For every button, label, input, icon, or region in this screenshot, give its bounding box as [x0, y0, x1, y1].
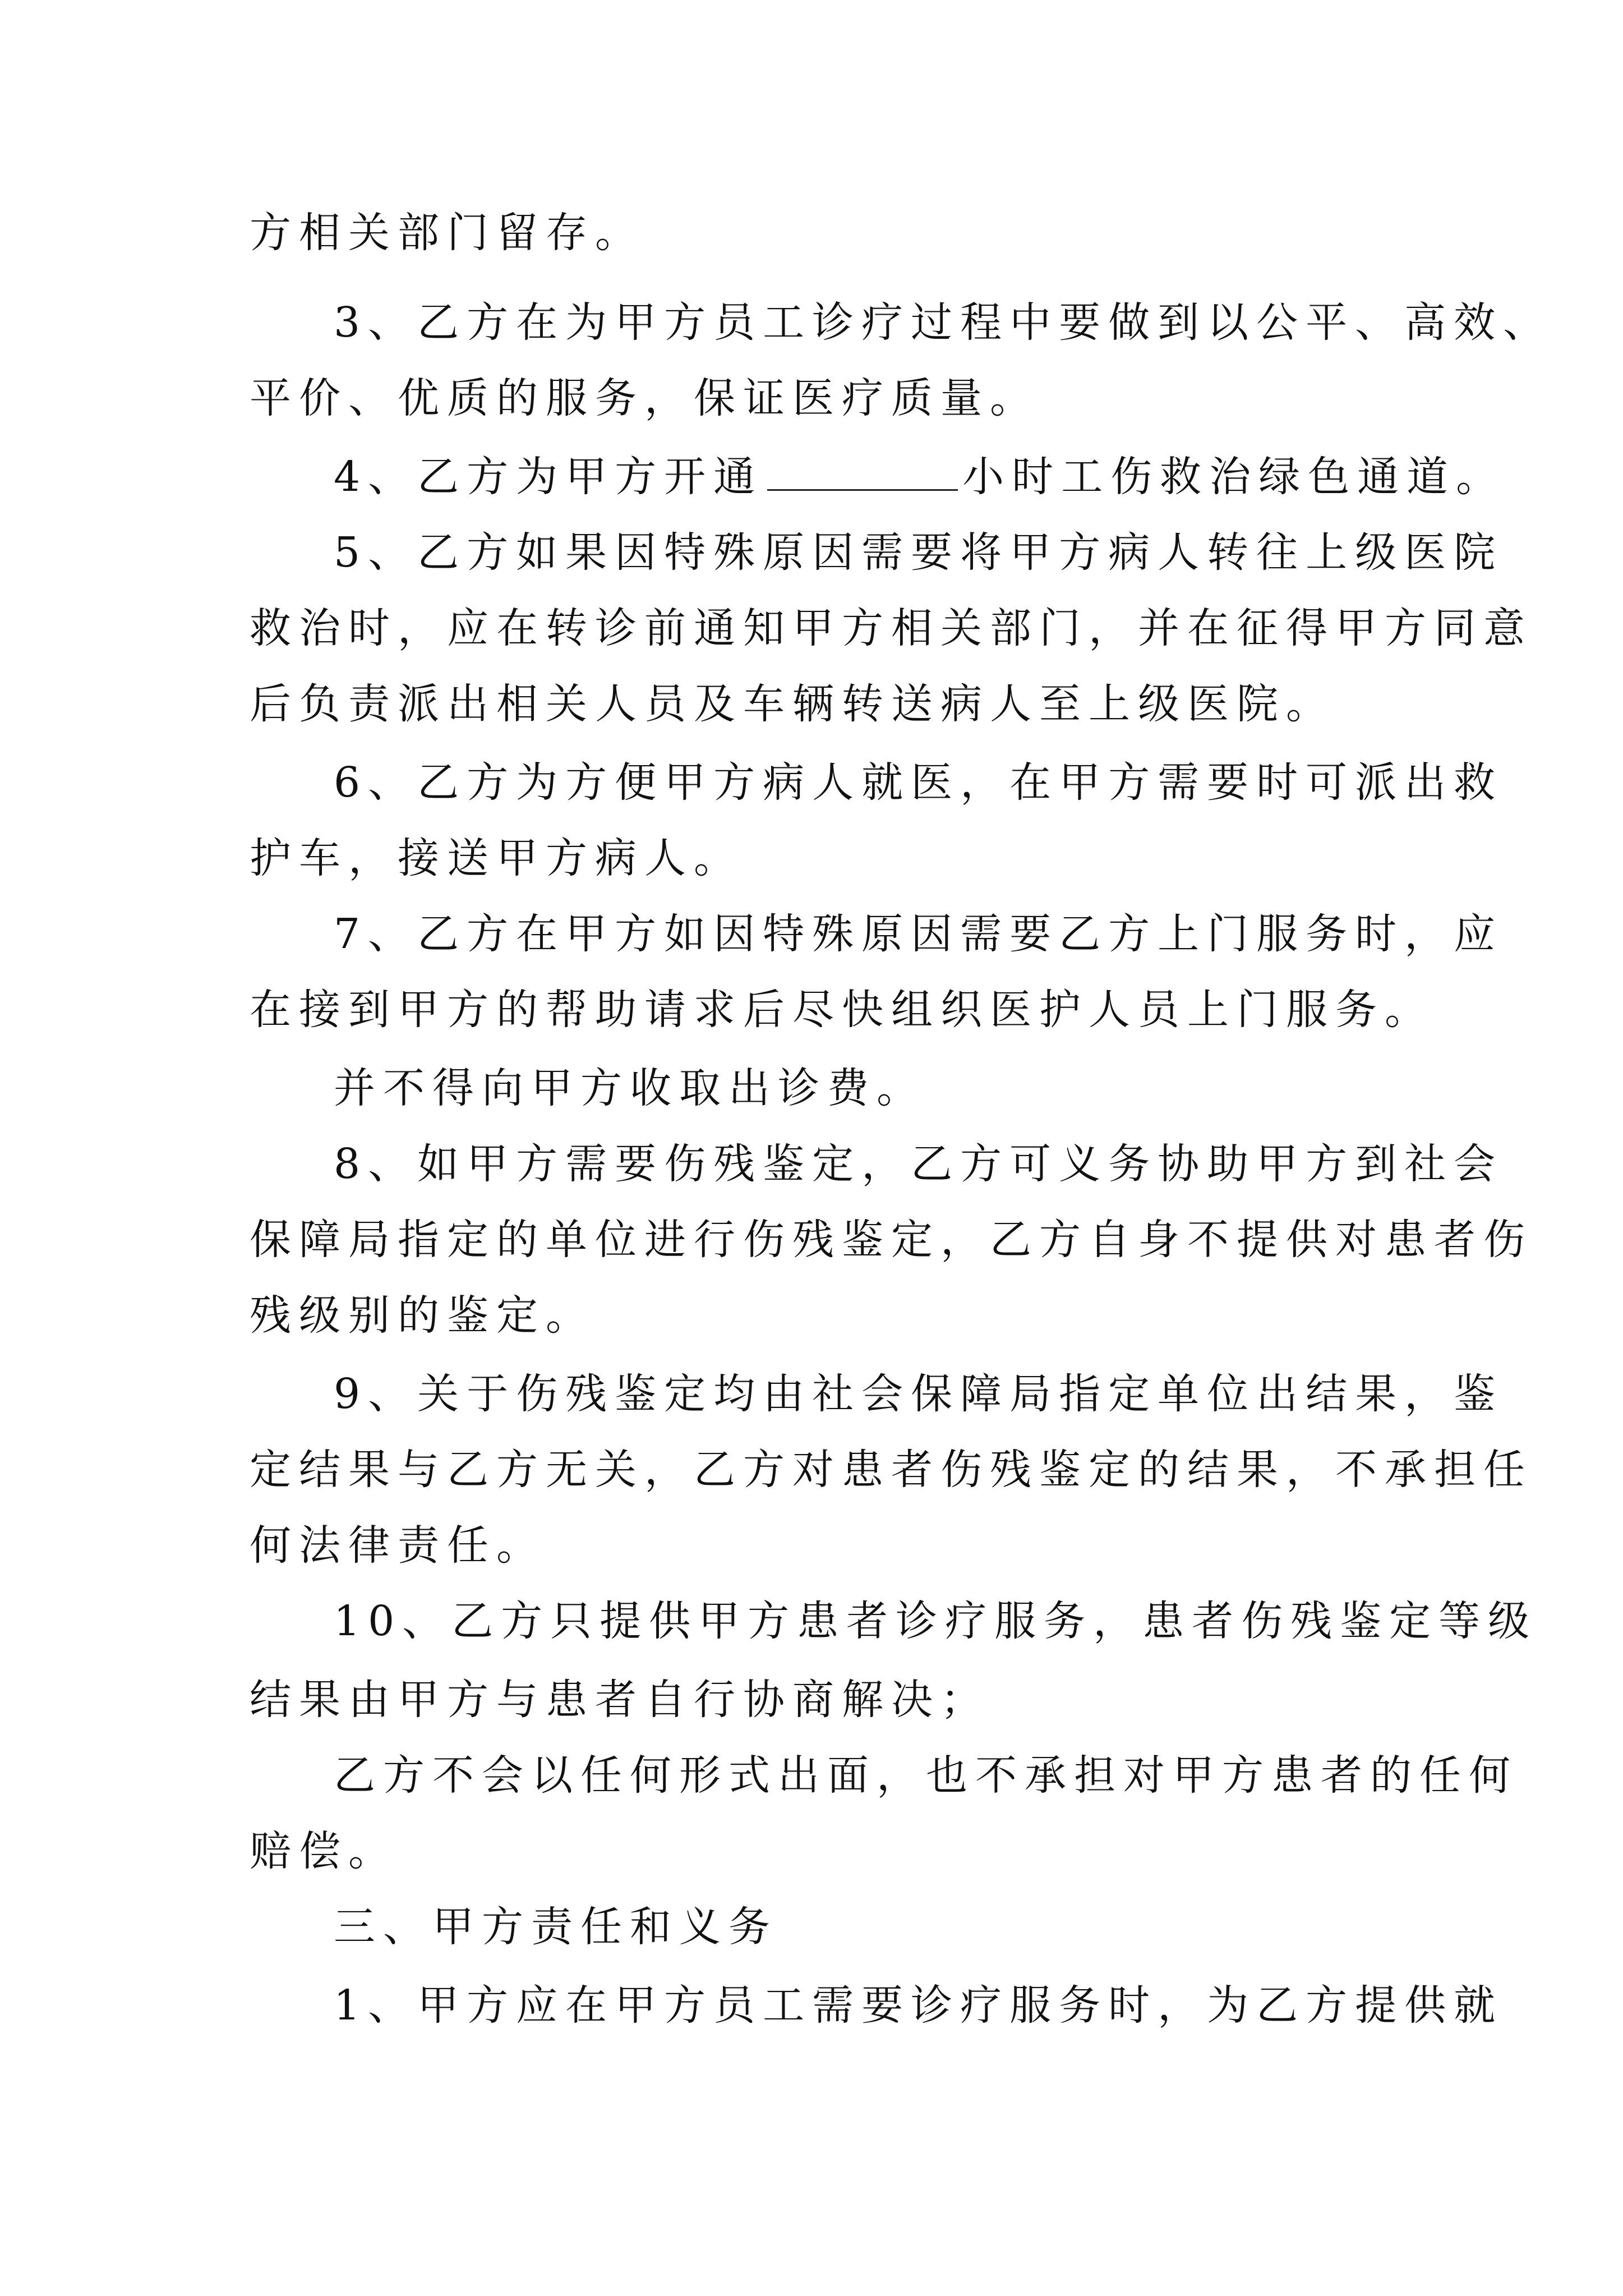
text-line: 结果由甲方与患者自行协商解决； — [250, 1676, 990, 1724]
text-line: 5、乙方如果因特殊原因需要将甲方病人转往上级医院 — [334, 528, 1504, 577]
text-line: 9、关于伤残鉴定均由社会保障局指定单位出结果，鉴 — [334, 1370, 1504, 1418]
fill-in-blank — [767, 453, 958, 491]
text-segment: 小时工伤救治绿色通道。 — [962, 453, 1506, 501]
text-line: 赔偿。 — [250, 1827, 398, 1875]
text-line: 在接到甲方的帮助请求后尽快组织医护人员上门服务。 — [250, 986, 1434, 1034]
text-line: 10、乙方只提供甲方患者诊疗服务，患者伤残鉴定等级 — [334, 1597, 1538, 1645]
text-line: 后负责派出相关人员及车辆转送病人至上级医院。 — [250, 680, 1335, 728]
text-line: 护车，接送甲方病人。 — [250, 834, 743, 882]
text-line: 平价、优质的服务，保证医疗质量。 — [250, 374, 1039, 422]
text-line: 救治时，应在转诊前通知甲方相关部门，并在征得甲方同意 — [250, 604, 1533, 652]
text-line: 何法律责任。 — [250, 1521, 546, 1570]
text-line: 并不得向甲方收取出诊费。 — [334, 1064, 926, 1112]
text-line — [334, 449, 1505, 505]
text-line: 方相关部门留存。 — [250, 209, 644, 257]
text-line: 6、乙方为方便甲方病人就医，在甲方需要时可派出救 — [334, 758, 1504, 807]
text-line: 1、甲方应在甲方员工需要诊疗服务时，为乙方提供就 — [334, 1981, 1504, 2030]
text-line: 8、如甲方需要伤残鉴定，乙方可义务协助甲方到社会 — [334, 1140, 1504, 1188]
text-segment: 4、乙方为甲方开通 — [334, 453, 763, 501]
text-line: 乙方不会以任何形式出面，也不承担对甲方患者的任何 — [334, 1751, 1518, 1800]
section-heading: 三、甲方责任和义务 — [334, 1903, 778, 1951]
text-line: 定结果与乙方无关，乙方对患者伤残鉴定的结果，不承担任 — [250, 1446, 1533, 1494]
text-line: 3、乙方在为甲方员工诊疗过程中要做到以公平、高效、 — [334, 298, 1553, 347]
text-line: 7、乙方在甲方如因特殊原因需要乙方上门服务时，应 — [334, 910, 1504, 958]
text-line: 保障局指定的单位进行伤残鉴定，乙方自身不提供对患者伤 — [250, 1216, 1533, 1264]
text-line: 残级别的鉴定。 — [250, 1291, 595, 1340]
